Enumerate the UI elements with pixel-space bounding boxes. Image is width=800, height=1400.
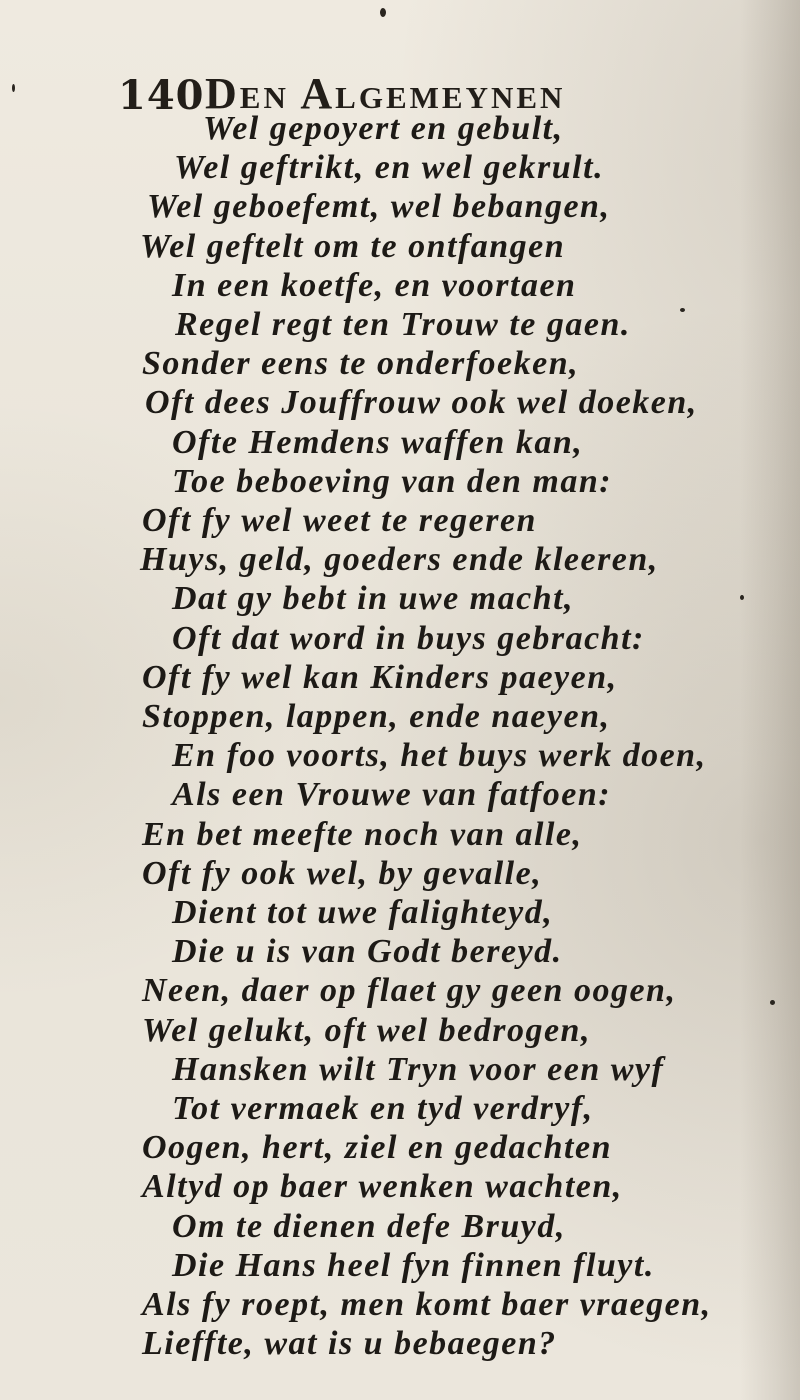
verse-line: Om te dienen defe Bruyd, — [172, 1207, 566, 1245]
verse-line: Stoppen, lappen, ende naeyen, — [142, 698, 611, 735]
verse-line: Hansken wilt Tryn voor een wyf — [172, 1050, 665, 1088]
verse-line: Die Hans heel fyn finnen fluyt. — [172, 1246, 655, 1284]
ink-speck — [740, 595, 744, 600]
verse-line: Die u is van Godt bereyd. — [172, 933, 563, 971]
verse-line: Lieffte, wat is u bebaegen? — [142, 1325, 557, 1363]
verse-line: Oogen, hert, ziel en gedachten — [142, 1129, 612, 1167]
verse-line: Als fy roept, men komt baer vraegen, — [142, 1286, 712, 1323]
verse-line: Oft fy wel weet te regeren — [142, 502, 537, 539]
verse-line: Regel regt ten Trouw te gaen. — [175, 306, 631, 343]
verse-line: En bet meefte noch van alle, — [142, 815, 583, 853]
verse-line: Oft dees Jouffrouw ook wel doeken, — [145, 384, 698, 422]
verse-line: Oft fy ook wel, by gevalle, — [142, 854, 543, 892]
ink-speck — [680, 308, 685, 312]
verse-line: Wel gelukt, oft wel bedrogen, — [142, 1011, 591, 1049]
verse-line: Wel geboefemt, wel bebangen, — [147, 188, 611, 226]
running-head: Den Algemeynen — [205, 69, 566, 118]
verse-line: In een koetfe, en voortaen — [172, 266, 577, 304]
verse-line: Ofte Hemdens waffen kan, — [172, 423, 584, 461]
page-edge-shadow — [740, 0, 800, 1400]
verse-line: Oft dat word in buys gebracht: — [172, 619, 645, 657]
verse-line: Neen, daer op flaet gy geen oogen, — [142, 972, 677, 1010]
verse-line: Sonder eens te onderfoeken, — [142, 345, 580, 383]
ink-speck — [12, 84, 15, 92]
verse-line: Toe beboeving van den man: — [172, 462, 613, 500]
verse-line: Tot vermaek en tyd verdryf, — [172, 1090, 594, 1127]
verse-line: Dat gy bebt in uwe macht, — [172, 580, 575, 618]
ink-speck — [770, 1000, 775, 1005]
verse-line: Wel geftrikt, en wel gekrult. — [174, 149, 605, 187]
page-number: 140 — [118, 72, 205, 119]
verse-line: Huys, geld, goeders ende kleeren, — [140, 541, 659, 579]
verse-line: Wel geftelt om te ontfangen — [140, 227, 566, 265]
verse-line: Altyd op baer wenken wachten, — [142, 1168, 623, 1206]
verse-line: En foo voorts, het buys werk doen, — [172, 737, 707, 775]
verse-line: Wel gepoyert en gebult, — [203, 110, 564, 147]
verse-line: Als een Vrouwe van fatfoen: — [172, 776, 612, 814]
verse-line: Dient tot uwe falighteyd, — [172, 894, 554, 931]
verse-line: Oft fy wel kan Kinders paeyen, — [142, 658, 618, 696]
ink-speck — [380, 8, 386, 17]
